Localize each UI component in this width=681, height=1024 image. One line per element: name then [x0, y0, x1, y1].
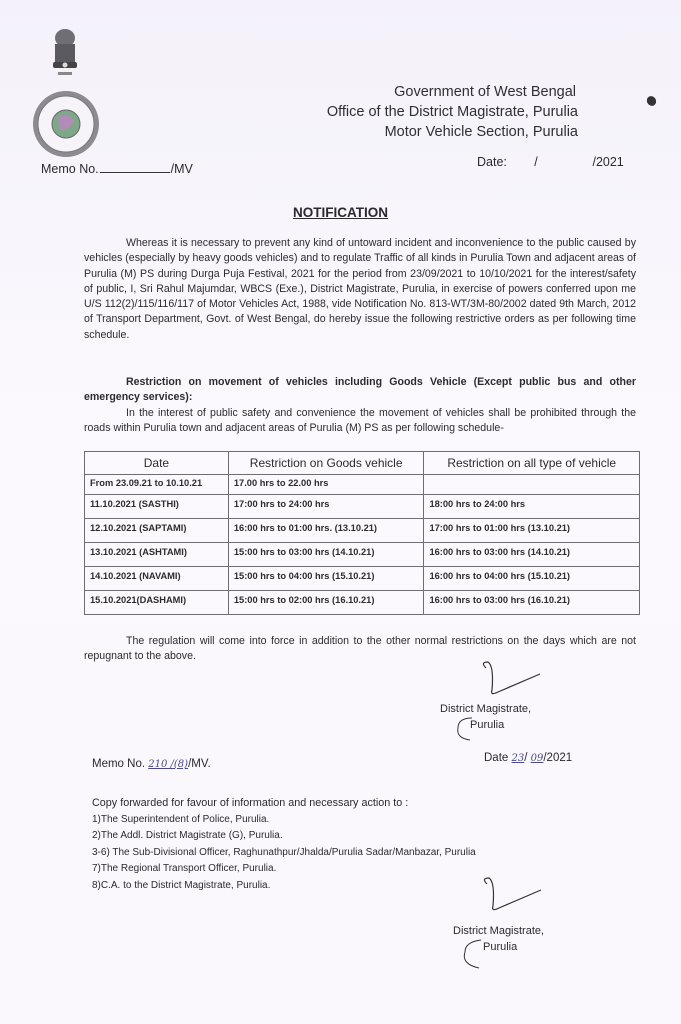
signature-block-1: [440, 660, 580, 750]
cell-goods: 17:00 hrs to 24:00 hrs: [228, 495, 424, 519]
west-bengal-seal-icon: [30, 88, 102, 160]
body-paragraph-2: [84, 406, 636, 437]
heading-text: Restriction on movement of vehicles including Goods Vehicle (Except public bus and other emergency services):: [84, 376, 636, 404]
cell-goods: 15:00 hrs to 03:00 hrs (14.10.21): [228, 543, 424, 567]
table-row: [85, 519, 640, 543]
date-bottom: Date 23/ 09/2021: [484, 752, 573, 764]
memo-number-handwritten: 210 /(8): [148, 759, 189, 770]
copy-recipient: 8)C.A. to the District Magistrate, Purulia.: [92, 879, 271, 891]
para2-text: In the interest of public safety and convenience the movement of vehicles shall be prohibited through the roads within Purulia town and adjacent areas of Purulia (M) PS as per following schedule-: [84, 407, 636, 435]
date-month: 09: [530, 753, 544, 764]
para1-text: Whereas it is necessary to prevent any kind of untoward incident and inconvenience to the public caused by vehicles (especially by heavy goods vehicles) and to regulate Traffic of all kinds in Purulia Town and adjacent areas of Purulia (M) PS during Durga Puja Festival, 2021 for the period from 23/09/2021 to 10/10/2021 for the interest/safety of public, I, Sri Rahul Majumdar, WBCS (Exe.), District Magistrate, Purulia, in exercise of powers conferred upon me U/S 112(2)/115/116/117 of Motor Vehicles Act, 1988, vide Notification No. 813-WT/3M-80/2002 dated 9th March, 2012 of Transport Department, Govt. of West Bengal, do hereby issue the following restrictive orders as per following time schedule.: [84, 237, 636, 341]
cell-date: 12.10.2021 (SAPTAMI): [85, 519, 229, 543]
memo-number-top: [41, 162, 193, 176]
signature-place: Purulia: [483, 941, 518, 953]
cell-goods: 17.00 hrs to 22.00 hrs: [228, 475, 424, 495]
memo-number-bottom: [92, 758, 211, 770]
cell-date: 11.10.2021 (SASTHI): [85, 495, 229, 519]
cell-date: 13.10.2021 (ASHTAMI): [85, 543, 229, 567]
cell-date: 14.10.2021 (NAVAMI): [85, 567, 229, 591]
initial-scribble-icon: [457, 936, 487, 972]
ashoka-emblem-icon: [40, 26, 90, 88]
cell-all: 16:00 hrs to 04:00 hrs (15.10.21): [424, 567, 640, 591]
date-top: [477, 155, 624, 169]
initial-scribble-icon: [450, 714, 480, 744]
date-value: / /2021: [534, 155, 624, 169]
restriction-heading: [84, 375, 636, 406]
signature-title: District Magistrate,: [440, 703, 532, 715]
date-label: Date:: [477, 155, 507, 169]
copy-recipient: 1)The Superintendent of Police, Purulia.: [92, 813, 270, 825]
cell-all: 17:00 hrs to 01:00 hrs (13.10.21): [424, 519, 640, 543]
signature-scribble-icon: [479, 876, 559, 916]
header-line-2: Office of the District Magistrate, Purulia: [326, 104, 578, 120]
memo-label: Memo No.: [92, 758, 146, 770]
signature-scribble-icon: [478, 660, 558, 700]
cell-goods: 16:00 hrs to 01:00 hrs. (13.10.21): [228, 519, 424, 543]
table-row: [85, 475, 640, 495]
body-paragraph-1: [84, 236, 636, 343]
cell-all: 16:00 hrs to 03:00 hrs (16.10.21): [424, 591, 640, 615]
header-line-1: Government of West Bengal: [394, 84, 576, 100]
copy-forwarded-block: [92, 795, 476, 894]
notification-title: NOTIFICATION: [293, 205, 388, 220]
table-header-row: [85, 452, 640, 475]
cell-date: From 23.09.21 to 10.10.21: [85, 475, 229, 495]
cell-goods: 15:00 hrs to 04:00 hrs (15.10.21): [228, 567, 424, 591]
cell-all: [424, 475, 640, 495]
cell-all: 16:00 hrs to 03:00 hrs (14.10.21): [424, 543, 640, 567]
cell-goods: 15:00 hrs to 02:00 hrs (16.10.21): [228, 591, 424, 615]
copy-recipient: 2)The Addl. District Magistrate (G), Purulia.: [92, 830, 283, 841]
memo-blank: [100, 172, 170, 173]
memo-suffix: /MV: [170, 162, 193, 176]
copy-recipient: 7)The Regional Transport Officer, Purulia.: [92, 863, 277, 874]
header-all: Restriction on all type of vehicle: [424, 452, 640, 475]
cell-all: 18:00 hrs to 24:00 hrs: [424, 495, 640, 519]
table-row: [85, 567, 640, 591]
header-goods: Restriction on Goods vehicle: [228, 452, 424, 475]
signature-title: District Magistrate,: [453, 925, 545, 937]
table-row: [85, 495, 640, 519]
header-date: Date: [85, 452, 229, 475]
copy-intro: Copy forwarded for favour of information and necessary action to :: [92, 797, 409, 809]
memo-label: Memo No.: [41, 162, 99, 176]
date-day: 23: [511, 753, 525, 764]
table-row: [85, 591, 640, 615]
header-line-3: Motor Vehicle Section, Purulia: [384, 124, 578, 140]
copy-recipient: 3-6) The Sub-Divisional Officer, Raghunathpur/Jhalda/Purulia Sadar/Manbazar, Purulia: [92, 846, 476, 858]
date-year: /2021: [543, 752, 573, 764]
regulation-text: The regulation will come into force in addition to the other normal restrictions on the days which are not repugnant to the above.: [84, 635, 636, 663]
signature-place: Purulia: [470, 719, 505, 731]
memo-suffix: /MV.: [188, 758, 211, 770]
table-row: [85, 543, 640, 567]
ink-blot: [645, 94, 658, 107]
date-label: Date: [484, 752, 509, 764]
schedule-table: [84, 451, 640, 615]
cell-date: 15.10.2021(DASHAMI): [85, 591, 229, 615]
signature-block-2: [453, 876, 593, 976]
